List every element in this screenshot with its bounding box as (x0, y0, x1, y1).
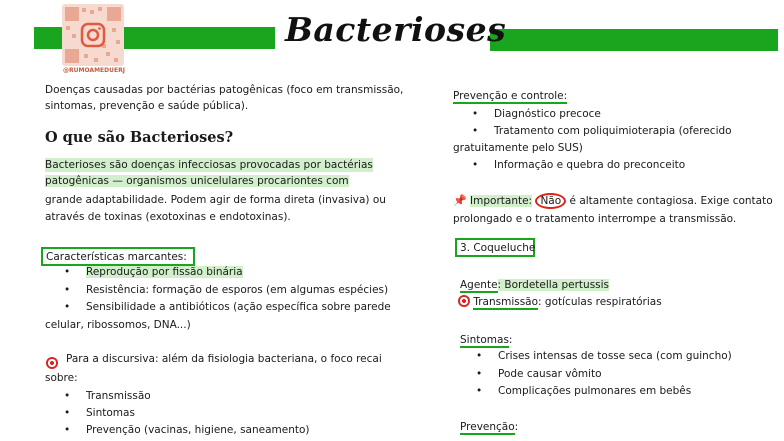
prevention-item: • Diagnóstico precoce (494, 107, 601, 121)
prevention-continuation: gratuitamente pelo SUS) (453, 142, 583, 154)
prevention2-label-line: Prevenção: (460, 421, 519, 433)
prevention-item: • Informação e quebra do preconceito (494, 158, 685, 172)
essay-item: • Prevenção (vacinas, higiene, saneamento) (86, 423, 310, 437)
important-text: é altamente contagiosa. Exige contato (569, 195, 773, 207)
definition-line-4: através de toxinas (exotoxinas e endotoxinas). (45, 211, 291, 223)
agent-label: Agente (460, 279, 498, 291)
essay-item: • Transmissão (86, 389, 151, 403)
characteristic-item: • Resistência: formação de esporos (em algumas espécies) (86, 283, 388, 297)
header-bar-right (490, 29, 778, 51)
characteristic-text: Reprodução por fissão binária (86, 266, 243, 278)
intro-line-1: Doenças causadas por bactérias patogênicas (foco em transmissão, (45, 84, 404, 96)
important-note (453, 193, 773, 209)
section-3-label: 3. Coqueluche (455, 238, 535, 257)
prevention-label-text: Prevenção e controle: (453, 90, 568, 102)
symptoms-label: Sintomas (460, 334, 509, 346)
essay-tip-line-1: Para a discursiva: além da fisiologia bacteriana, o foco recai (66, 353, 382, 365)
target-icon (46, 352, 58, 371)
target-icon (458, 295, 470, 307)
transmission-value: : gotículas respiratórias (538, 296, 662, 308)
transmission-label: Transmissão (473, 296, 539, 308)
definition-line-2-text: patogênicas — organismos unicelulares procariontes com (45, 175, 349, 187)
page-title: Bacterioses (285, 10, 507, 49)
circled-word: Não (535, 193, 566, 209)
agent-value: : Bordetella pertussis (497, 279, 610, 291)
essay-tip-line-2: sobre: (45, 372, 78, 384)
qr-code (62, 4, 124, 66)
intro-line-2: sintomas, prevenção e saúde pública). (45, 100, 249, 112)
symptom-item: • Complicações pulmonares em bebês (498, 384, 691, 398)
important-text-line-2: prolongado e o tratamento interrompe a transmissão. (453, 213, 737, 225)
prevention-label (453, 89, 567, 103)
transmission-line (458, 295, 662, 309)
symptom-item: • Crises intensas de tosse seca (com guincho) (498, 349, 732, 363)
qr-caption: @RUMOAMEDUERJ (63, 67, 125, 74)
characteristic-item: • Sensibilidade a antibióticos (ação específica sobre parede (86, 300, 391, 314)
essay-item: • Sintomas (86, 406, 135, 420)
important-label: Importante: (470, 195, 533, 207)
definition-line-1: Bacterioses são doenças infecciosas provocadas por bactérias (45, 159, 373, 171)
agent-line (460, 278, 609, 292)
prevention-item: • Tratamento com poliquimioterapia (oferecido (494, 124, 732, 138)
characteristics-label: Características marcantes: (41, 247, 195, 266)
definition-line-3: grande adaptabilidade. Podem agir de forma direta (invasiva) ou (45, 194, 386, 206)
prevention2-label: Prevenção (460, 421, 515, 433)
pin-icon: 📌 (453, 194, 467, 207)
characteristic-item (86, 265, 243, 279)
section-heading: O que são Bacterioses? (45, 129, 234, 146)
symptoms-label-line: Sintomas: (460, 334, 513, 346)
symptom-item: • Pode causar vômito (498, 367, 602, 381)
definition-line-2 (45, 174, 349, 188)
characteristic-continuation: celular, ribossomos, DNA...) (45, 319, 191, 331)
